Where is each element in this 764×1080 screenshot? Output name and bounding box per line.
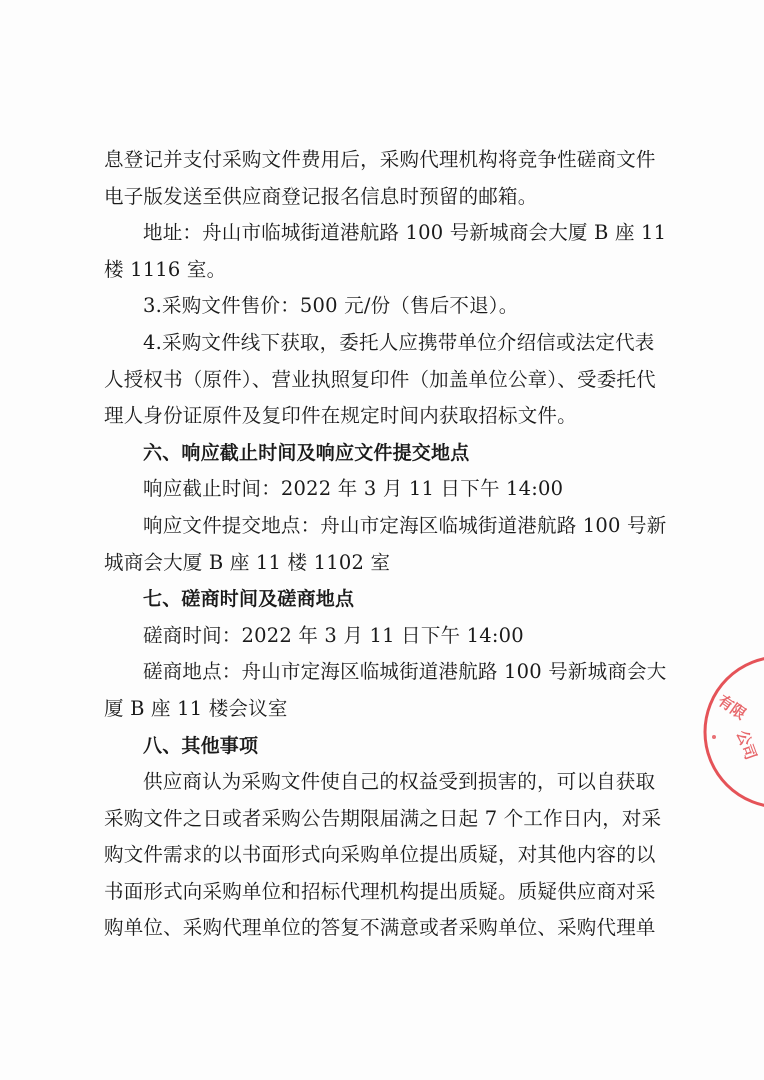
text-line: 电子版发送至供应商登记报名信息时预留的邮箱。 — [104, 184, 538, 208]
text-line: 购单位、采购代理单位的答复不满意或者采购单位、采购代理单 — [104, 916, 656, 940]
text-line: 4.采购文件线下获取，委托人应携带单位介绍信或法定代表 — [143, 330, 655, 354]
text-line: 城商会大厦 B 座 11 楼 1102 室 — [104, 550, 391, 574]
section-heading: 七、磋商时间及磋商地点 — [143, 588, 355, 611]
svg-text:公司: 公司 — [732, 727, 761, 763]
company-seal-stamp — [700, 652, 764, 812]
text-line: 人授权书（原件）、营业执照复印件（加盖单位公章）、受委托代 — [104, 367, 656, 391]
svg-text:有限: 有限 — [714, 691, 750, 724]
text-line: 地址：舟山市临城街道港航路 100 号新城商会大厦 B 座 11 — [143, 221, 667, 245]
text-line: 响应文件提交地点：舟山市定海区临城街道港航路 100 号新 — [143, 513, 667, 537]
section-heading: 八、其他事项 — [143, 734, 259, 757]
text-line: 厦 B 座 11 楼会议室 — [104, 696, 288, 720]
section-heading: 六、响应截止时间及响应文件提交地点 — [143, 441, 470, 464]
text-line: 采购文件之日或者采购公告期限届满之日起 7 个工作日内，对采 — [104, 806, 662, 830]
text-line: 磋商地点：舟山市定海区临城街道港航路 100 号新城商会大 — [143, 660, 667, 684]
document-body — [104, 142, 676, 947]
text-line: 3.采购文件售价：500 元/份（售后不退）。 — [143, 294, 519, 318]
text-line: 楼 1116 室。 — [104, 257, 227, 281]
seal-icon — [700, 652, 764, 812]
text-line: 理人身份证原件及复印件在规定时间内获取招标文件。 — [104, 404, 577, 428]
text-line: 磋商时间：2022 年 3 月 11 日下午 14:00 — [143, 623, 524, 647]
text-line: 书面形式向采购单位和招标代理机构提出质疑。质疑供应商对采 — [104, 879, 656, 903]
text-line: 购文件需求的以书面形式向采购单位提出质疑，对其他内容的以 — [104, 843, 656, 867]
text-line: 响应截止时间：2022 年 3 月 11 日下午 14:00 — [143, 477, 564, 501]
text-line: 息登记并支付采购文件费用后，采购代理机构将竞争性磋商文件 — [104, 148, 656, 171]
text-line: 供应商认为采购文件使自己的权益受到损害的，可以自获取 — [143, 770, 656, 794]
